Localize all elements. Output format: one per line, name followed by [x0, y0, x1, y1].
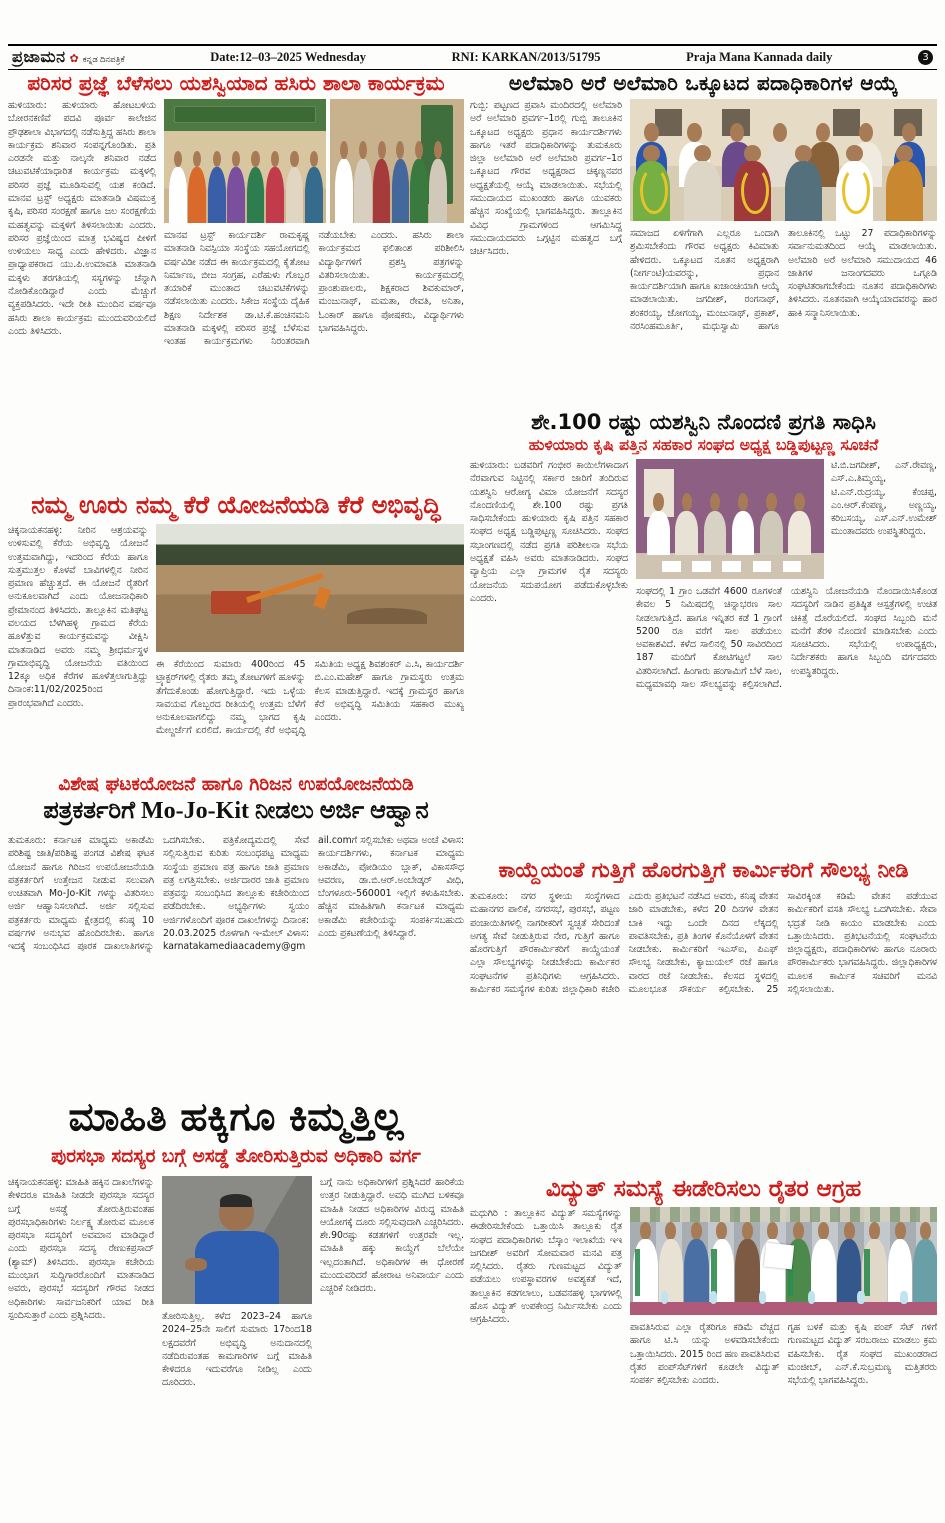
paper-name: Praja Mana Kannada daily — [686, 50, 833, 64]
body-col1: ಮಧುಗಿರಿ : ತಾಲ್ಲೂಕಿನ ವಿದ್ಯುತ್ ಸಮಸ್ಯೆಗಳನ್ನು ಈಡೇರಿಸಬೇಕೆಂದು ಒತ್ತಾಯಿಸಿ ತಾಲ್ಲೂಕು ರೈತ ಸಂಘದ ಪದಾಧಿಕಾರಿಗಳು ಬೆಸ್ಕಾಂ ಇಲಾಖೆಯ ಇಇ ಜಗದೀಶ್ ಅವರಿಗೆ ಸೋಮವಾರ ಮನವಿ ಪತ್ರ ಸಲ್ಲಿಸಿದರು. ರೈತರು ಗುಣಮಟ್ಟದ ವಿದ್ಯುತ್ ಪಡೆಯಲು ಉಪಸ್ಥಾವರಗಳ ಅವಶ್ಯಕತೆ ಇದೆ, ತಾಲ್ಲೂಕಿನ ಕಡಗಲಾಲು, ಬಡವನಹಳ್ಳಿ ಭಾಗಗಳಲ್ಲಿ ಹೊಸ ವಿದ್ಯುತ್ ಉಪಕೇಂದ್ರ ನಿರ್ಮಿಸಬೇಕು ಎಂದು ಆಗ್ರಹಿಸಿದರು. — [470, 1208, 622, 1326]
body-contract: ತುಮಕೂರು: ನಗರ ಸ್ಥಳೀಯ ಸಂಸ್ಥೆಗಳಾದ ಮಹಾನಗರ ಪಾಲಿಕೆ, ನಗರಸಭೆ, ಪುರಸಭೆ, ಪಟ್ಟಣ ಪಂಚಾಯಿತಿಗಳಲ್ಲಿ ನಾಗರೀಕರಿಗೆ ಸ್ವಚ್ಛತೆ ಸೇರಿದಂತೆ ಅಗತ್ಯ ಸೇವೆ ನೀಡುತ್ತಿರುವ ನೇರ, ಗುತ್ತಿಗೆ ಹಾಗೂ ಹೊರಗುತ್ತಿಗೆ ಪೌರಕಾರ್ಮಿಕರಿಗೆ ಕಾಯ್ದೆಯಂತೆ ಎಲ್ಲಾ ಸೌಲಭ್ಯಗಳನ್ನು ನೀಡಬೇಕೆಂದು ಕಾರ್ಮಿಕರ ಸಂಘಟನೆಗಳ ಪ್ರತಿನಿಧಿಗಳು ಆಗ್ರಹಿಸಿದರು. ಕಾರ್ಮಿಕರ ಸಮಸ್ಯೆಗಳ ಕುರಿತು ಜಿಲ್ಲಾಧಿಕಾರಿ ಕಚೇರಿ ಎದುರು ಪ್ರತಿಭಟನೆ ನಡೆಸಿದ ಅವರು, ಕನಿಷ್ಠ ವೇತನ ಜಾರಿ ಮಾಡಬೇಕು, ಕಳೆದ 20 ದಿನಗಳ ವೇತನ ಬಾಕಿ ಇದ್ದು ಒಂದೇ ದಿನದ ಲೆಕ್ಕದಲ್ಲಿ ಪಾವತಿಸಬೇಕು, ಪ್ರತಿ ತಿಂಗಳ ಕೊನೆಯೊಳಗೆ ವೇತನ ನೀಡಬೇಕು. ಕಾರ್ಮಿಕರಿಗೆ ಇಎಸ್ಐ, ಪಿಎಫ್ ಸೌಲಭ್ಯ ನೀಡಬೇಕು, ಕ್ಯಾಜುಯಲ್ ರಜೆ ಹಾಗೂ ವಾರದ ರಜೆ ನೀಡಬೇಕು. ಕೆಲಸದ ಸ್ಥಳದಲ್ಲಿ ಮೂಲಭೂತ ಸೌಕರ್ಯ ಕಲ್ಪಿಸಬೇಕು. 25 ಸಾವಿರಕ್ಕಿಂತ ಕಡಿಮೆ ವೇತನ ಪಡೆಯುವ ಕಾರ್ಮಿಕರಿಗೆ ವಸತಿ ಸೌಲಭ್ಯ ಒದಗಿಸಬೇಕು. ಸೇವಾ ಭದ್ರತೆ ನೀಡಿ ಕಾಯಂ ಮಾಡಬೇಕು ಎಂದು ಒತ್ತಾಯಿಸಿದರು. ಪ್ರತಿಭಟನೆಯಲ್ಲಿ ಸಂಘಟನೆಯ ಜಿಲ್ಲಾಧ್ಯಕ್ಷರು, ಪದಾಧಿಕಾರಿಗಳು ಹಾಗೂ ನೂರಾರು ಪೌರಕಾರ್ಮಿಕರು ಭಾಗವಹಿಸಿದ್ದರು. ಜಿಲ್ಲಾಧಿಕಾರಿಗಳ ಮೂಲಕ ಕಾರ್ಮಿಕ ಸಚಿವರಿಗೆ ಮನವಿ ಸಲ್ಲಿಸಲಾಯಿತು. — [470, 891, 937, 995]
date-line: Date:12–03–2025 Wednesday — [210, 50, 366, 64]
subhead-rti: ಪುರಸಭಾ ಸದಸ್ಯರ ಬಗ್ಗೆ ಅಸಡ್ಡೆ ತೋರಿಸುತ್ತಿರುವ ಅಧಿಕಾರಿ ವರ್ಗ — [51, 1146, 421, 1167]
photo-green-school-group — [330, 99, 464, 223]
headline-mojo-main: ಪತ್ರಕರ್ತರಿಗೆ Mo-Jo-Kit ನೀಡಲು ಅರ್ಜಿ ಆಹ್ವಾನ — [43, 798, 429, 824]
headline-rti: ಮಾಹಿತಿ ಹಕ್ಕಿಗೂ ಕಿಮ್ಮತ್ತಿಲ್ಲ — [68, 1096, 404, 1140]
article-green-school — [8, 72, 464, 490]
body-rest: ಸಮಾಜದ ಏಳಿಗೆಗಾಗಿ ಎಲ್ಲರೂ ಒಂದಾಗಿ ಶ್ರಮಿಸಬೇಕೆಂದು ಗೌರವ ಅಧ್ಯಕ್ಷರು ಕಿವಿಮಾತು ಹೇಳಿದರು. ಒಕ್ಕೂಟದ ನೂತನ ಅಧ್ಯಕ್ಷರಾಗಿ (ನೀರ್ಗಂಟಿ)ಯವರನ್ನು, ಪ್ರಧಾನ ಕಾರ್ಯದರ್ಶಿಯಾಗಿ ಹಾಗೂ ಖಜಾಂಚಿಯಾಗಿ ಆಯ್ಕೆ ಮಾಡಲಾಯಿತು. ಜಗದೀಶ್, ರಂಗನಾಥ್, ಶಂಕರಯ್ಯ, ಜೋಗಯ್ಯ, ಮಂಜುನಾಥ್, ಪ್ರಕಾಶ್, ನರಸಿಂಹಮೂರ್ತಿ, ಮಧುಸ್ವಾಮಿ ಹಾಗೂ ತಾಲೂಕಿನಲ್ಲಿ ಒಟ್ಟು 27 ಪದಾಧಿಕಾರಿಗಳನ್ನು ಸರ್ವಾನುಮತದಿಂದ ಆಯ್ಕೆ ಮಾಡಲಾಯಿತು. ಅಲೆಮಾರಿ ಅರೆ ಅಲೆಮಾರಿ ಸಮುದಾಯದ 46 ಜಾತಿಗಳ ಜನಾಂಗದವರು ಒಗ್ಗೂಡಿ ಸಂಘಟಿತರಾಗಬೇಕೆಂದು ನೂತನ ಪದಾಧಿಕಾರಿಗಳು ತಿಳಿಸಿದರು. ನೂತನವಾಗಿ ಆಯ್ಕೆಯಾದವರನ್ನು ಹಾರ ಹಾಕಿ ಸನ್ಮಾನಿಸಲಾಯಿತು. — [630, 228, 937, 332]
body-rest: ಸಂಘದಲ್ಲಿ 1 ಗ್ರಾಂ ಒಡವೆಗೆ 4600 ರೂಗಳಂತೆ ಕೇವಲ 5 ನಿಮಿಷದಲ್ಲಿ ಚಿನ್ನಾಭರಣ ಸಾಲ ನೀಡಲಾಗುತ್ತಿದೆ. ಹಾಗೂ ಇನ್ನಿತರ ಕಡೆ 1 ಗ್ರಾಂಗೆ 5200 ರೂ ವರೆಗೆ ಸಾಲ ಪಡೆಯಲು ಅವಕಾಶವಿದೆ. ಕಳೆದ ಸಾಲಿನಲ್ಲಿ 50 ಸಾವಿರದಿಂದ 187 ಮಂದಿಗೆ ಕೋಟಿಗಟ್ಟಲೆ ಸಾಲ ವಿತರಿಸಲಾಗಿದೆ. ಹಿಂಗಾರು ಹಂಗಾಮಿಗೆ ಬೆಳೆ ಸಾಲ, ಮಧ್ಯಮಾವಧಿ ಸಾಲ ಸೌಲಭ್ಯವನ್ನು ಕಲ್ಪಿಸಲಾಗಿದೆ. ಯಶಸ್ವಿನಿ ಯೋಜನೆಯಡಿ ನೊಂದಾಯಿಸಿಕೊಂಡ ಸದಸ್ಯರಿಗೆ ನಾಡಿನ ಪ್ರತಿಷ್ಠಿತ ಆಸ್ಪತ್ರೆಗಳಲ್ಲಿ ಉಚಿತ ಚಿಕಿತ್ಸೆ ದೊರೆಯಲಿದೆ. ಸಂಘದ ಸಿಬ್ಬಂದಿ ಮನೆ ಮನೆಗೆ ತೆರಳಿ ನೊಂದಣಿ ಮಾಡಿಸಬೇಕು ಎಂದು ಸೂಚಿಸಿದರು. ಸಭೆಯಲ್ಲಿ ಉಪಾಧ್ಯಕ್ಷರು, ನಿರ್ದೇಶಕರು ಹಾಗೂ ಸಿಬ್ಬಂದಿ ವರ್ಗದವರು ಉಪಸ್ಥಿತರಿದ್ದರು. — [636, 586, 937, 690]
subhead-registration: ಹುಳಿಯಾರು ಕೃಷಿ ಪತ್ತಿನ ಸಹಕಾರ ಸಂಘದ ಅಧ್ಯಕ್ಷ ಬಡ್ಡಿಪುಟ್ಟಣ್ಣ ಸೂಚನೆ — [528, 436, 879, 454]
headline-lake: ನಮ್ಮ ಊರು ನಮ್ಮ ಕೆರೆ ಯೋಜನೆಯಡಿ ಕೆರೆ ಅಭಿವೃದ್ಧಿ — [31, 492, 441, 519]
article-alemari — [470, 72, 937, 408]
body-rest: ಈ ಕೆರೆಯಿಂದ ಸುಮಾರು 400ರಿಂದ 45 ಟ್ರ್ಯಾಕ್ಟರ್‌ಗಳಲ್ಲಿ ರೈತರು ತಮ್ಮ ತೋಟಗಳಿಗೆ ಹೂಳನ್ನು ತೆಗೆದುಕೊಂಡು ಹೋಗುತ್ತಿದ್ದಾರೆ. ಇದು ಒಳ್ಳೆಯ ಸಾವಯವ ಗೊಬ್ಬರದ ರೀತಿಯಲ್ಲಿ ಉತ್ತಮ ಬೆಳೆಗೆ ಅನುಕೂಲವಾಗಲಿದ್ದು ನಮ್ಮ ಭಾಗದ ಕೃಷಿ ಮೇಲ್ದರ್ಜೆಗೆ ಏರಲಿದೆ. ಕಾರ್ಯದಲ್ಲಿ ಕೆರೆ ಅಭಿವೃದ್ಧಿ ಸಮಿತಿಯ ಅಧ್ಯಕ್ಷ ಶಿವಶಂಕರ್ ಎ.ಸಿ, ಕಾರ್ಯದರ್ಶಿ ಬಿ.ಎಂ.ಮಹೇಶ್ ಹಾಗೂ ಗ್ರಾಮಸ್ಥರು ಉತ್ತಮ ಕೆಲಸ ಮಾಡುತ್ತಿದ್ದಾರೆ. ಇದಕ್ಕೆ ಗ್ರಾಮಸ್ಥರ ಹಾಗೂ ಕೆರೆ ಅಭಿವೃದ್ಧಿ ಸಮಿತಿಯ ಸಹಕಾರ ಮುಖ್ಯ ಎಂದರು. — [156, 659, 464, 737]
body-side-names: ಟಿ.ಬಿ.ಜಗದೀಶ್, ಎನ್.ರೇವಣ್ಣ, ಎಸ್.ಎ.ತಿಮ್ಮಯ್ಯ, ಟಿ.ಎನ್.ರುದ್ರಯ್ಯ, ಕೆಂಚಪ್ಪ, ಎಂ.ಆರ್.ಕೆಂಪಣ್ಣ, ಅಣ್ಣಯ್ಯ, ಕರಿಬಸಯ್ಯ, ಎಸ್.ಎನ್.ಉಮೇಶ್ ಮುಂತಾದವರು ಉಪಸ್ಥಿತರಿದ್ದರು. — [831, 460, 937, 538]
photo-lake-excavator — [156, 524, 464, 652]
body-below-right: ಗೃಹ ಬಳಕೆ ಮತ್ತು ಕೃಷಿ ಪಂಪ್ ಸೆಟ್ ಗಳಿಗೆ ಗುಣಮಟ್ಟದ ವಿದ್ಯುತ್ ಸರಬರಾಜು ಮಾಡಲು ಕ್ರಮ ವಹಿಸಬೇಕು. ರೈತ ಸಂಘದ ಮುಖಂಡರಾದ ಮಂಜೀಬ್, ಎನ್.ಕೆ.ಸುಬ್ರಮಣ್ಯ ಮತ್ತಿತರರು ಸಭೆಯಲ್ಲಿ ಭಾಗವಹಿಸಿದ್ದರು. — [787, 1322, 937, 1387]
body-col1: ಚಿಕ್ಕನಾಯಕನಹಳ್ಳಿ: ಮಾಹಿತಿ ಹಕ್ಕಿನ ದಾಖಲೆಗಳನ್ನು ಕೇಳಿದರೂ ಮಾಹಿತಿ ನೀಡದೇ ಪುರಸಭಾ ಸದಸ್ಯರ ಬಗ್ಗೆ ಅಸಡ್ಡೆ ತೋರುತ್ತಿರುವಂತಹ ಪುರಸಭಾಧಿಕಾರಿಗಳು ನಿರ್ಲಕ್ಷ್ಯ ತೋರುವ ಮೂಲಕ ಪುರಸಭಾ ಸದಸ್ಯರಿಗೆ ಅವಮಾನ ಮಾಡಿದ್ದಾರೆ ಎಂದು ಪುರಸಭಾ ಸದಸ್ಯ ರೇಣುಕಪ್ರಸಾದ್ (ಶ್ಯಾಮ್) ತಿಳಿಸಿದರು. ಪುರಸಭಾ ಕಚೇರಿಯ ಮುಂಭಾಗ ಸುದ್ದಿಗಾರರೊಂದಿಗೆ ಮಾತನಾಡಿದ ಅವರು, ಪುರಸಭೆ ಸದಸ್ಯರಿಗೆ ಗೌರವ ನೀಡದ ಅಧಿಕಾರಿಗಳು ಸಾರ್ವಜನಿಕರಿಗೆ ಯಾವ ರೀತಿ ಸ್ಪಂದಿಸುತ್ತಾರೆ ಎಂದು ಪ್ರಶ್ನಿಸಿದರು. — [8, 1177, 154, 1321]
headline-alemari: ಅಲೆಮಾರಿ ಅರೆ ಅಲೆಮಾರಿ ಒಕ್ಕೂಟದ ಪದಾಧಿಕಾರಿಗಳ ಆಯ್ಕೆ — [508, 72, 899, 95]
article-contract-workers — [470, 858, 937, 1174]
headline-green-school: ಪರಿಸರ ಪ್ರಜ್ಞೆ ಬೆಳೆಸಲು ಯಶಸ್ವಿಯಾದ ಹಸಿರು ಶಾಲಾ ಕಾರ್ಯಕ್ರಮ — [27, 72, 445, 95]
photo-electricity-rally — [630, 1207, 937, 1315]
masthead — [8, 44, 937, 70]
body-col2: ತೋರಿಸುತ್ತಿಲ್ಲ. ಕಳೆದ 2023–24 ಹಾಗೂ 2024–25ನೇ ಸಾಲಿಗೆ ಸುಮಾರು 17ರಿಂದ18 ಲಕ್ಷದವರೆಗೆ ಅಭಿವೃದ್ಧಿ ಅನುದಾನದಲ್ಲಿ ನಡೆದಿರುವಂತಹ ಕಾಮಗಾರಿಗಳ ಬಗ್ಗೆ ಮಾಹಿತಿ ಕೇಳಿದರೂ ಇದುವರೆಗೂ ನೀಡಿಲ್ಲ ಎಂದು ದೂರಿದರು. — [162, 1311, 312, 1389]
photo-green-school-classroom — [164, 99, 326, 223]
newspaper-logo — [12, 49, 125, 67]
headline-registration: ಶೇ.100 ರಷ್ಟು ಯಶಸ್ವಿನಿ ನೊಂದಣಿ ಪ್ರಗತಿ ಸಾಧಿಸಿ — [531, 410, 876, 434]
body-rest: ಮಾನವ ಟ್ರಸ್ಟ್ ಕಾರ್ಯದರ್ಶಿ ರಾಮಕೃಷ್ಣ ಮಾತನಾಡಿ ನಿವಸ್ಪಿಯಾ ಸಂಸ್ಥೆಯ ಸಹಯೋಗದಲ್ಲಿ ವರ್ಷವಿಡೀ ನಡೆದ ಈ ಕಾರ್ಯಕ್ರಮದಲ್ಲಿ ಕೈತೋಟ ನಿರ್ಮಾಣ, ಬೀಜ ಸಂಗ್ರಹ, ಎರೆಹುಳು ಗೊಬ್ಬರ ತಯಾರಿಕೆ ಮುಂತಾದ ಚಟುವಟಿಕೆಗಳನ್ನು ನಡೆಸಲಾಯಿತು ಎಂದರು. ಸಿಕೇಜ ಸಂಸ್ಥೆಯ ದೈಹಿಕ ಶಿಕ್ಷಣ ನಿರ್ದೇಶಕ ಡಾ.ಟಿ.ಕೆ.ಹಂಚಿನಮನಿ ಮಾತನಾಡಿ ಮಕ್ಕಳಲ್ಲಿ ಪರಿಸರ ಪ್ರಜ್ಞೆ ಬೆಳೆಸುವ ಇಂತಹ ಕಾರ್ಯಕ್ರಮಗಳು ನಿರಂತರವಾಗಿ ನಡೆಯಬೇಕು ಎಂದರು. ಹಸಿರು ಶಾಲಾ ಕಾರ್ಯಕ್ರಮದ ಫಲಿತಾಂಶ ಪರಿಶೀಲಿಸಿ ವಿದ್ಯಾರ್ಥಿಗಳಿಗೆ ಪ್ರಶಸ್ತಿ ಪತ್ರಗಳನ್ನು ವಿತರಿಸಲಾಯಿತು. ಕಾರ್ಯಕ್ರಮದಲ್ಲಿ ಪ್ರಾಂಶುಪಾಲರು, ಶಿಕ್ಷಕರಾದ ಶಿವಕುಮಾರ್, ಮಂಜುನಾಥ್, ಮಮತಾ, ರೇವತಿ, ಅನಿತಾ, ಓಂಕಾರ್ ಹಾಗೂ ಪೋಷಕರು, ವಿದ್ಯಾರ್ಥಿಗಳು ಭಾಗವಹಿಸಿದ್ದರು. — [164, 230, 464, 348]
body-below-left: ಪಾವತಿಸಿರುವ ಎಲ್ಲಾ ರೈತರಿಗೂ ಕಡಿಮೆ ವೆಚ್ಚದ ಹಾಗೂ ಟಿ.ಸಿ ಯನ್ನು ಅಳವಡಿಸಬೇಕೆಂದು ಒತ್ತಾಯಿಸಿದರು. 2015 ರಿಂದ ಹಣ ಪಾವತಿಸಿರುವ ರೈತರ ಪಂಪ್‌ಸೆಟ್‌ಗಳಿಗೆ ಕೂಡಲೇ ವಿದ್ಯುತ್ ಸಂಪರ್ಕ ಕಲ್ಪಿಸಬೇಕು ಎಂದರು. — [630, 1322, 780, 1387]
headline-contract: ಕಾಯ್ದೆಯಂತೆ ಗುತ್ತಿಗೆ ಹೊರಗುತ್ತಿಗೆ ಕಾರ್ಮಿಕರಿಗೆ ಸೌಲಭ್ಯ ನೀಡಿ — [498, 858, 909, 882]
article-mojo-kit — [8, 774, 464, 1094]
headline-electricity: ವಿದ್ಯುತ್ ಸಮಸ್ಯೆ ಈಡೇರಿಸಲು ರೈತರ ಆಗ್ರಹ — [545, 1176, 862, 1202]
photo-rti-member — [162, 1176, 312, 1304]
article-rti — [8, 1096, 464, 1520]
body-col3: ಬಗ್ಗೆ ನಾನು ಅಧಿಕಾರಿಗಳಿಗೆ ಪ್ರಶ್ನಿಸಿದರೆ ಹಾರಿಕೆಯ ಉತ್ತರ ನೀಡುತ್ತಿದ್ದಾರೆ. ಅವಧಿ ಮುಗಿದ ಬಳಿಕವೂ ಮಾಹಿತಿ ನೀಡದ ಅಧಿಕಾರಿಗಳ ವಿರುದ್ಧ ಮಾಹಿತಿ ಆಯೋಗಕ್ಕೆ ದೂರು ಸಲ್ಲಿಸುವುದಾಗಿ ಎಚ್ಚರಿಸಿದರು. ಶೇ.90ರಷ್ಟು ಕಡತಗಳಿಗೆ ಉತ್ತರವೇ ಇಲ್ಲ. ಮಾಹಿತಿ ಹಕ್ಕು ಕಾಯ್ದೆಗೆ ಬೆಲೆಯೇ ಇಲ್ಲದಂತಾಗಿದೆ. ಅಧಿಕಾರಿಗಳ ಈ ಧೋರಣೆ ಮುಂದುವರಿದರೆ ಹೋರಾಟ ಅನಿವಾರ್ಯ ಎಂದು ಎಚ್ಚರಿಕೆ ನೀಡಿದರು. — [320, 1177, 464, 1295]
body-col1: ಹುಳಿಯಾರು: ಬಡವರಿಗೆ ಗಂಭೀರ ಕಾಯಿಲೆಗಳಾದಾಗ ನೆರವಾಗುವ ನಿಟ್ಟಿನಲ್ಲಿ ಸರ್ಕಾರ ಜಾರಿಗೆ ತಂದಿರುವ ಯಶಸ್ವಿನಿ ಆರೋಗ್ಯ ವಿಮಾ ಯೋಜನೆಗೆ ಸದಸ್ಯರ ನೊಂದಣಿಯಲ್ಲಿ ಶೇ.100 ರಷ್ಟು ಪ್ರಗತಿ ಸಾಧಿಸಬೇಕೆಂದು ಹುಳಿಯಾರು ಕೃಷಿ ಪತ್ತಿನ ಸಹಕಾರ ಸಂಘದ ಅಧ್ಯಕ್ಷ ಬಡ್ಡಿಪುಟ್ಟಣ್ಣ ಸೂಚಿಸಿದರು. ಸಂಘದ ಸಭಾಂಗಣದಲ್ಲಿ ನಡೆದ ಪ್ರಗತಿ ಪರಿಶೀಲನಾ ಸಭೆಯ ಅಧ್ಯಕ್ಷತೆ ವಹಿಸಿ ಅವರು ಮಾತನಾಡಿದರು. ಸಂಘದ ವ್ಯಾಪ್ತಿಯ ಎಲ್ಲಾ ಗ್ರಾಮಗಳ ರೈತ ಸದಸ್ಯರು ಯೋಜನೆಯ ಸದುಪಯೋಗ ಪಡೆದುಕೊಳ್ಳಬೇಕು ಎಂದರು. — [470, 460, 628, 604]
photo-alemari-group — [630, 99, 937, 221]
article-registration — [470, 410, 937, 856]
article-electricity — [470, 1176, 937, 1518]
photo-registration-meeting — [636, 459, 824, 579]
body-col1: ಚಿಕ್ಕನಾಯಕನಹಳ್ಳಿ: ನೀರಿನ ಆಶ್ರಯವನ್ನು ಉಳಿಸುವಲ್ಲಿ ಕೆರೆಯ ಅಭಿವೃದ್ಧಿ ಯೋಜನೆ ಉತ್ತಮವಾಗಿದ್ದು, ಇದರಿಂದ ಕೆರೆಯ ಹಾಗೂ ಸುತ್ತಮುತ್ತಲ ಕೊಳವೆ ಬಾವಿಗಳಲ್ಲಿನ ನೀರಿನ ಪ್ರಮಾಣ ಹೆಚ್ಚುತ್ತದೆ. ಈ ಯೋಜನೆ ರೈತರಿಗೆ ಅನುಕೂಲವಾಗಿದೆ ಎಂದು ಯೋಜನಾಧಿಕಾರಿ ಪ್ರೇಮಾನಂದ ತಿಳಿಸಿದರು. ತಾಲ್ಲೂಕಿನ ಮತಿಘಟ್ಟ ವಲಯದ ಬೆಳಗಿಹಳ್ಳಿ ಗ್ರಾಮದ ಕೆರೆಯ ಹೂಳೆತ್ತುವ ಕಾರ್ಯಕ್ರಮವನ್ನು ವೀಕ್ಷಿಸಿ ಮಾತನಾಡಿದ ಅವರು ನಮ್ಮ ಶ್ರೀಧರ್ಮಸ್ಥಳ ಗ್ರಾಮಾಭಿವೃದ್ಧಿ ಯೋಜನೆಯ ವತಿಯಿಂದ 12ಕ್ಕೂ ಅಧಿಕ ಕೆರೆಗಳ ಹೂಳೆತ್ತಲಾಗುತ್ತಿದ್ದು ದಿನಾಂಕ:11/02/2025ರಿಂದ ಪ್ರಾರಂಭವಾಗಿದೆ ಎಂದರು. — [8, 525, 148, 709]
body-col1: ಗುಬ್ಬಿ: ಪಟ್ಟಣದ ಪ್ರವಾಸಿ ಮಂದಿರದಲ್ಲಿ ಅಲೆಮಾರಿ ಅರೆ ಅಲೆಮಾರಿ ಪ್ರವರ್ಗ–1ರಲ್ಲಿ ಗುಬ್ಬಿ ತಾಲೂಕಿನ ಒಕ್ಕೂಟದ ಅಧ್ಯಕ್ಷರು ಪ್ರಧಾನ ಕಾರ್ಯದರ್ಶಿಗಳು ಹಾಗೂ ಇತರೆ ಪದಾಧಿಕಾರಿಗಳನ್ನು ತುಮಕೂರು ಜಿಲ್ಲಾ ಅಲೆಮಾರಿ ಅರೆ ಅಲೆಮಾರಿ ಪ್ರವರ್ಗ–1ರ ಒಕ್ಕೂಟದ ಗೌರವ ಅಧ್ಯಕ್ಷರಾದ ಚಿಕ್ಕಣ್ಣನವರ ಅಧ್ಯಕ್ಷತೆಯಲ್ಲಿ ಆಯ್ಕೆ ಮಾಡಲಾಯಿತು. ಸಭೆಯಲ್ಲಿ ಸಮುದಾಯದ ಮುಖಂಡರು ಹಾಗೂ ಯುವಕರು ಹೆಚ್ಚಿನ ಸಂಖ್ಯೆಯಲ್ಲಿ ಭಾಗವಹಿಸಿದ್ದರು. ತಾಲ್ಲೂಕಿನ ವಿವಿಧ ಗ್ರಾಮಗಳಿಂದ ಆಗಮಿಸಿದ್ದ ಸಮುದಾಯದವರು ಒಗ್ಗಟ್ಟಿನ ಮಹತ್ವದ ಬಗ್ಗೆ ಚರ್ಚಿಸಿದರು. — [470, 100, 622, 258]
body-mojo: ತುಮಕೂರು: ಕರ್ನಾಟಕ ಮಾಧ್ಯಮ ಅಕಾಡೆಮಿ ಪರಿಶಿಷ್ಟ ಜಾತಿ/ಪರಿಶಿಷ್ಟ ಪಂಗಡ ವಿಶೇಷ ಘಟಕ ಯೋಜನೆ ಹಾಗೂ ಗಿರಿಜನ ಉಪಯೋಜನೆಯಡಿ ಪತ್ರಕರ್ತರಿಗೆ ಉತ್ತೇಜನ ನೀಡುವ ಸಲುವಾಗಿ ಉಚಿತವಾಗಿ Mo-Jo-Kit ಗಳನ್ನು ವಿತರಿಸಲು ಅರ್ಜಿ ಆಹ್ವಾನಿಸಲಾಗಿದೆ. ಅರ್ಜಿ ಸಲ್ಲಿಸುವ ಪತ್ರಕರ್ತರು ಮಾಧ್ಯಮ ಕ್ಷೇತ್ರದಲ್ಲಿ ಕನಿಷ್ಠ 10 ವರ್ಷಗಳ ಅನುಭವ ಹೊಂದಿರಬೇಕು. ಹಾಗೂ ಇದಕ್ಕೆ ಸಂಬಂಧಿಸಿದ ಪೂರಕ ದಾಖಲಾತಿಗಳನ್ನು ಒದಗಿಸಬೇಕು. ಪತ್ರಿಕೋದ್ಯಮದಲ್ಲಿ ಸೇವೆ ಸಲ್ಲಿಸುತ್ತಿರುವ ಕುರಿತು ಸಂಬಂಧಪಟ್ಟ ಮಾಧ್ಯಮ ಸಂಸ್ಥೆಯ ಪ್ರಮಾಣ ಪತ್ರ ಹಾಗೂ ಜಾತಿ ಪ್ರಮಾಣ ಪತ್ರ ಲಗತ್ತಿಸಬೇಕು. ಅರ್ಜಿದಾರರ ಜಾತಿ ಪ್ರಮಾಣ ಪತ್ರವನ್ನು ಸಂಬಂಧಿಸಿದ ತಾಲ್ಲೂಕು ಕಚೇರಿಯಿಂದ ಪಡೆದಿರಬೇಕು. ಅಭ್ಯರ್ಥಿಗಳು ಸ್ವಯಂ ಅರ್ಜಿಗಳೊಂದಿಗೆ ಪೂರಕ ದಾಖಲೆಗಳನ್ನು ದಿನಾಂಕ: 20.03.2025 ರೊಳಗಾಗಿ ಇ-ಮೇಲ್ ವಿಳಾಸ: karnatakamediaacademy@gmail.comಗೆ ಸಲ್ಲಿಸಬೇಕು ಅಥವಾ ಅಂಚೆ ವಿಳಾಸ: ಕಾರ್ಯದರ್ಶಿಗಳು, ಕರ್ನಾಟಕ ಮಾಧ್ಯಮ ಅಕಾಡೆಮಿ, ಪೋಡಿಯಂ ಬ್ಲಾಕ್, ವಿಕಾಸಸೌಧ ಆವರಣ, ಡಾ.ಬಿ.ಆರ್.ಅಂಬೇಡ್ಕರ್ ವೀಧಿ, ಬೆಂಗಳೂರು-560001 ಇಲ್ಲಿಗೆ ಕಳುಹಿಸಬೇಕು. ಹೆಚ್ಚಿನ ಮಾಹಿತಿಗಾಗಿ ಕರ್ನಾಟಕ ಮಾಧ್ಯಮ ಅಕಾಡೆಮಿ ಕಚೇರಿಯನ್ನು ಸಂಪರ್ಕಿಸಬಹುದು ಎಂದು ಪ್ರಕಟಣೆಯಲ್ಲಿ ತಿಳಿಸಿದ್ದಾರೆ. — [8, 835, 464, 953]
rni-line: RNI: KARKAN/2013/51795 — [451, 50, 601, 64]
body-col1: ಹುಳಿಯಾರು: ಹುಳಿಯಾರು ಹೋಟಬಳಿಯ ಬೋರನಕಣಿವೆ ಪದವಿ ಪೂರ್ವ ಕಾಲೇಜಿನ ಪ್ರೌಢಶಾಲಾ ವಿಭಾಗದಲ್ಲಿ ನಡೆಸುತ್ತಿದ್ದ ಹಸಿರು ಶಾಲಾ ಕಾರ್ಯಕ್ರಮ ಶನಿವಾರ ಸಂಪನ್ನಗೊಂಡಿತು. ಪ್ರತಿ ಎರಡನೇ ಮತ್ತು ನಾಲ್ಕನೇ ಶನಿವಾರ ನಡೆದ ಚಟುವಟಿಕೆಯಾಧಾರಿತ ಕಾರ್ಯಕ್ರಮ ಮಕ್ಕಳಲ್ಲಿ ಪರಿಸರ ಪ್ರಜ್ಞೆ ಮೂಡಿಸುವಲ್ಲಿ ಯಶ ಕಂಡಿದೆ. ಮಾನವ ಟ್ರಸ್ಟ್ ಅಧ್ಯಕ್ಷರು ಮಾತನಾಡಿ ವಿಷಮುಕ್ತ ಕೃಷಿ, ಪರಿಸರ ಸಂರಕ್ಷಣೆ ಹಾಗೂ ಜಲ ಸಂರಕ್ಷಣೆಯ ಮಹತ್ವವನ್ನು ಮಕ್ಕಳಿಗೆ ತಿಳಿಸಲಾಯಿತು ಎಂದರು. ಪರಿಸರ ಪ್ರಜ್ಞೆಯಿಂದ ಮಾತ್ರ ಭವಿಷ್ಯದ ಪೀಳಿಗೆ ಉಳಿಯಲು ಸಾಧ್ಯ ಎಂದು ಹೇಳಿದರು. ವಿಜ್ಞಾನ ಪ್ರಾಧ್ಯಾಪಕರಾದ ಯು.ಪಿ.ಉಮಾವತಿ ಮಾತನಾಡಿ ಮಕ್ಕಳು ತರಗತಿಯಲ್ಲಿ ಸಸ್ಯಗಳನ್ನು ಚೆನ್ನಾಗಿ ನೋಡಿಕೊಂಡಿದ್ದಾರೆ ಎಂದು ಮೆಚ್ಚುಗೆ ವ್ಯಕ್ತಪಡಿಸಿದರು. ಇದೇ ರೀತಿ ಮುಂದಿನ ವರ್ಷವೂ ಹಸಿರು ಶಾಲಾ ಕಾರ್ಯಕ್ರಮ ಮುಂದುವರಿಯಲಿದೆ ಎಂದು ತಿಳಿಸಿದರು. — [8, 100, 156, 337]
page-number-badge: 3 — [918, 50, 933, 65]
logo-subtitle: ಕನ್ನಡ ದಿನಪತ್ರಿಕೆ — [82, 53, 125, 64]
logo-text: ಪ್ರಜಾಮನ — [12, 48, 66, 66]
article-lake — [8, 492, 464, 772]
headline-mojo-top: ವಿಶೇಷ ಘಟಕಯೋಜನೆ ಹಾಗೂ ಗಿರಿಜನ ಉಪಯೋಜನೆಯಡಿ — [58, 774, 414, 795]
flower-icon: ✿ — [69, 52, 79, 65]
